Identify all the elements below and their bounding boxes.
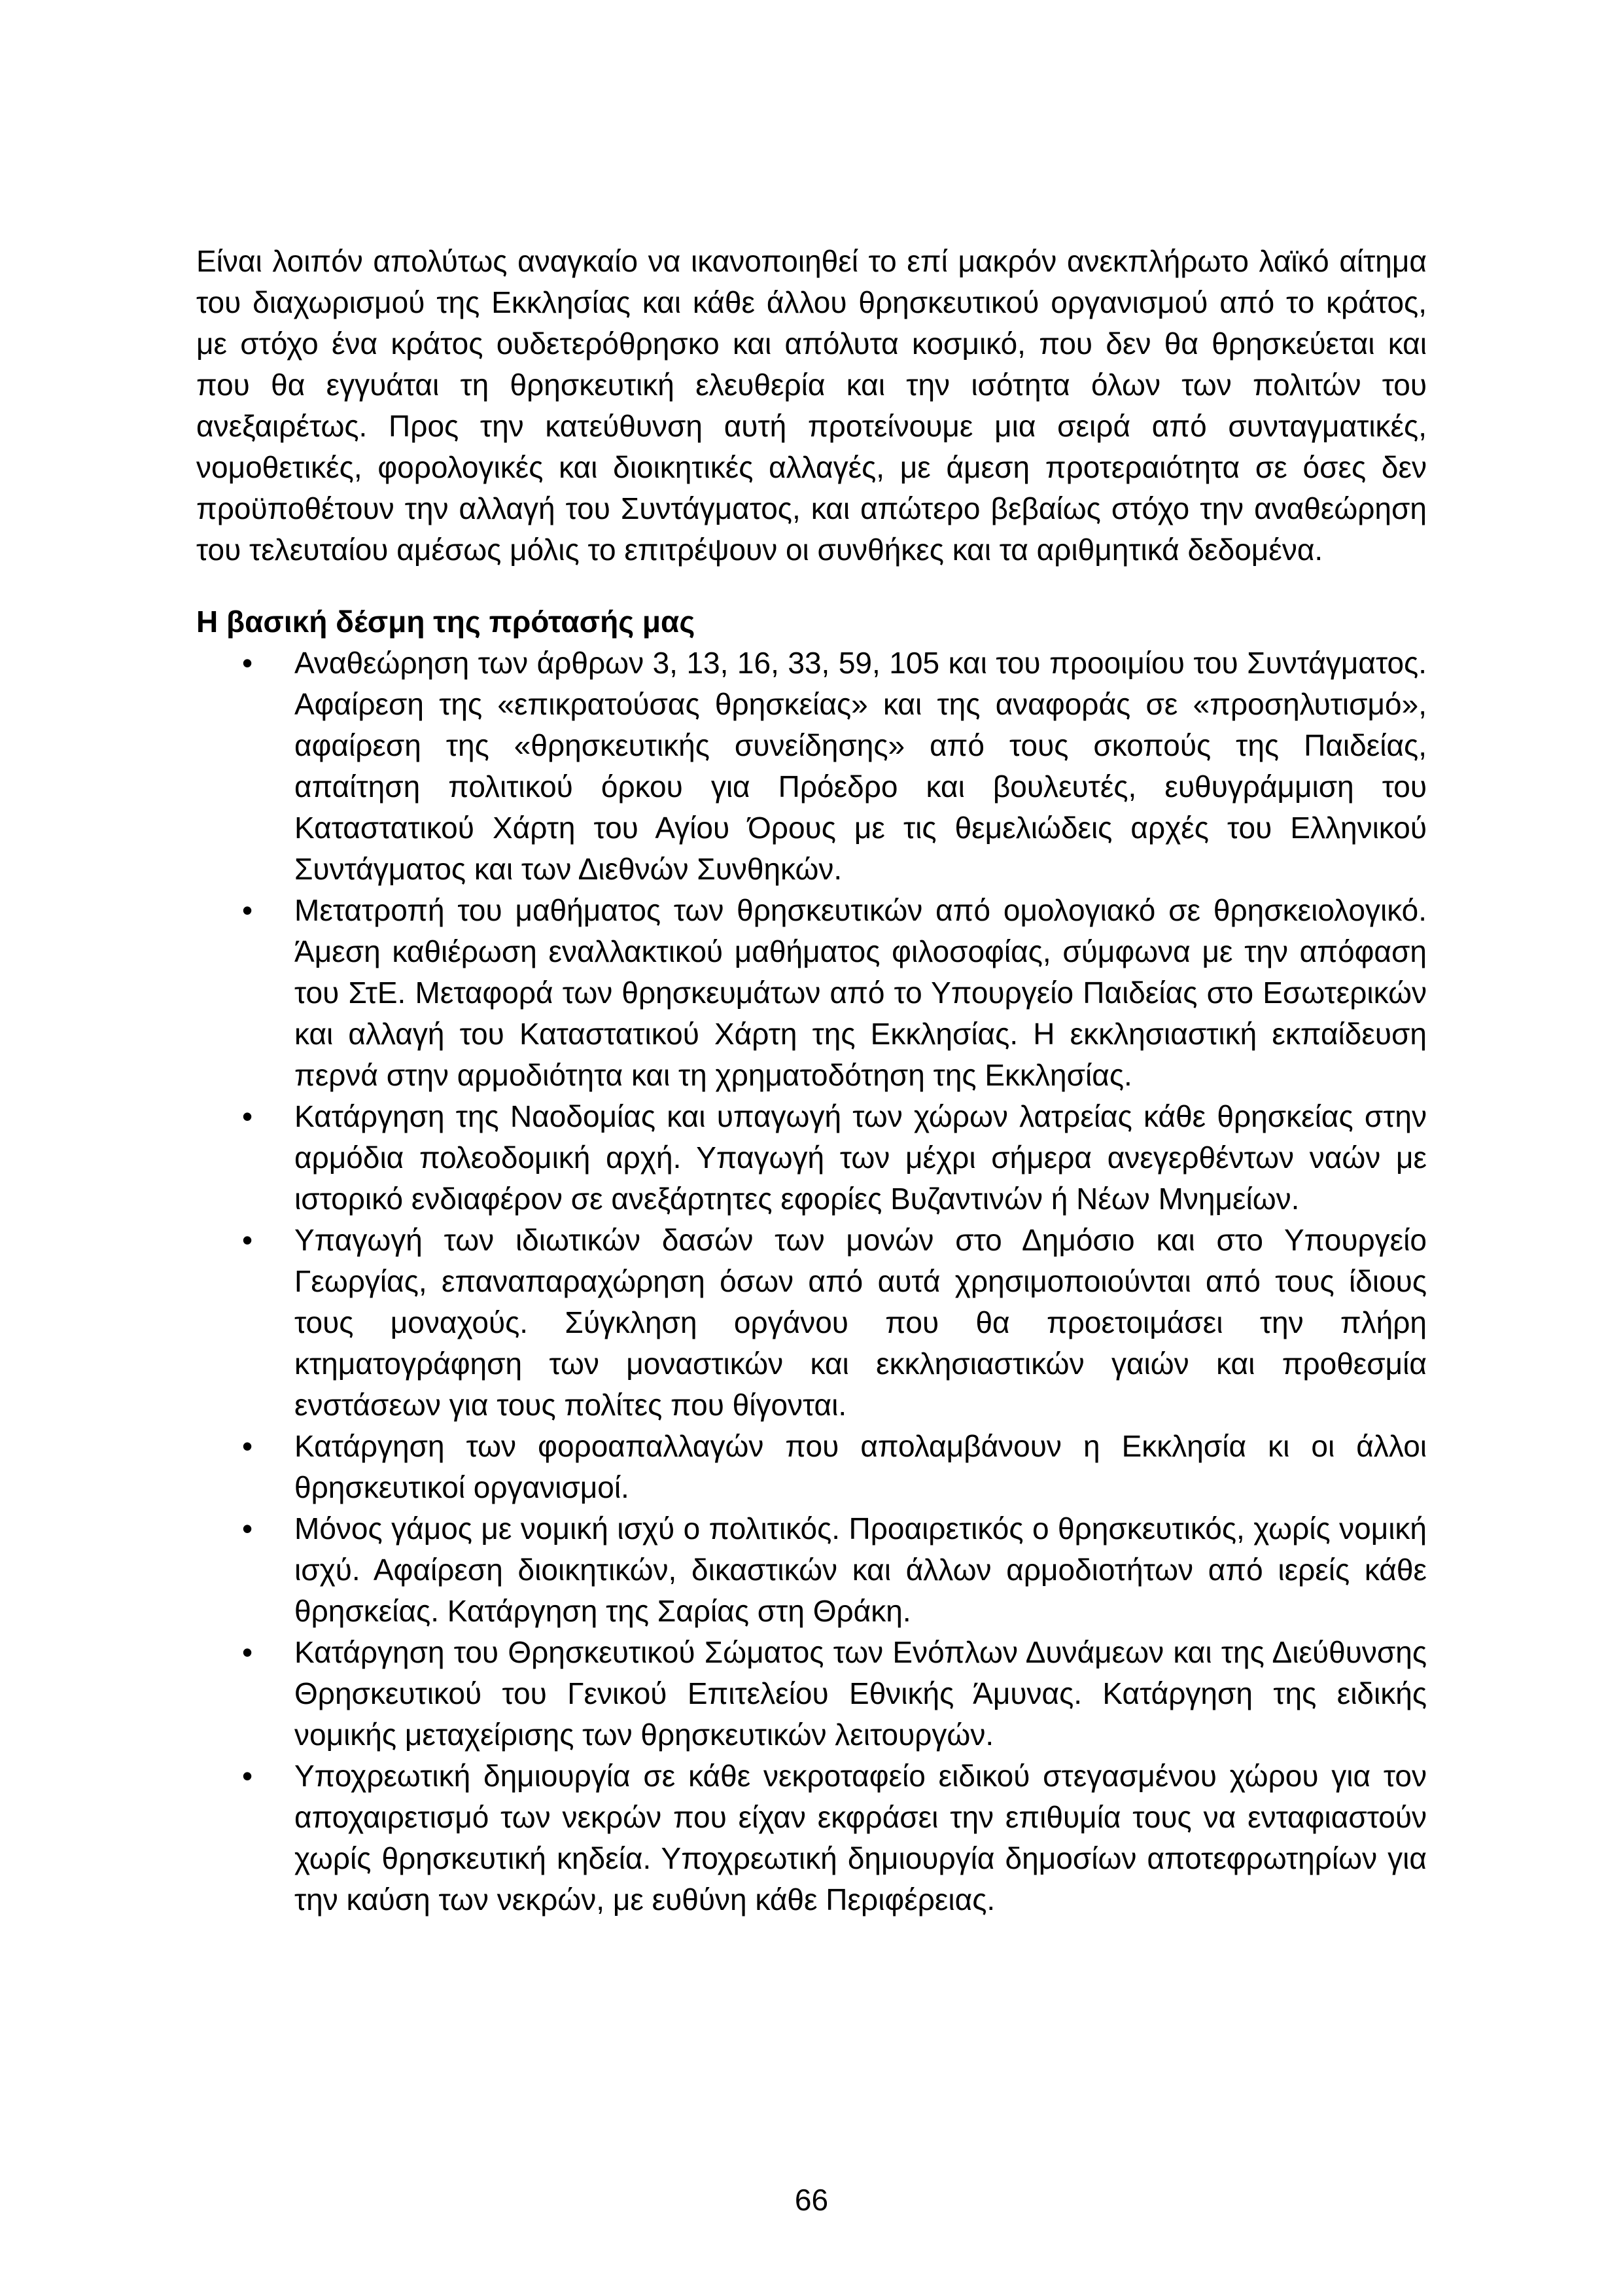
- page-number: 66: [794, 2183, 829, 2217]
- bullet-item: • Υποχρεωτική δημιουργία σε κάθε νεκροταφείο ειδικού στεγασμένου χώρου για τον αποχαιρετισμό των νεκρών που είχαν εκφράσει την επιθυμία τους να ενταφιαστούν χωρίς θρησκευτική κηδεία. Υποχρεωτική δημιουργία δημοσίων αποτεφρωτηρίων για την καύση των νεκρών, με ευθύνη κάθε Περιφέρειας.: [294, 1756, 1427, 1920]
- page-content: [196, 241, 1427, 1920]
- bullet-item: • Κατάργηση της Ναοδομίας και υπαγωγή των χώρων λατρείας κάθε θρησκείας στην αρμόδια πολεοδομική αρχή. Υπαγωγή των μέχρι σήμερα ανεγερθέντων ναών με ιστορικό ενδιαφέρον σε ανεξάρτητες εφορίες Βυζαντινών ή Νέων Μνημείων.: [294, 1096, 1427, 1220]
- proposal-bullet-list: [196, 643, 1427, 1920]
- bullet-item: • Μετατροπή του μαθήματος των θρησκευτικών από ομολογιακό σε θρησκειολογικό. Άμεση καθιέρωση εναλλακτικού μαθήματος φιλοσοφίας, σύμφωνα με την απόφαση του ΣτΕ. Μεταφορά των θρησκευμάτων από το Υπουργείο Παιδείας στο Εσωτερικών και αλλαγή του Καταστατικού Χάρτη της Εκκλησίας. Η εκκλησιαστική εκπαίδευση περνά στην αρμοδιότητα και τη χρηματοδότηση της Εκκλησίας.: [294, 890, 1427, 1096]
- bullet-item: • Μόνος γάμος με νομική ισχύ ο πολιτικός. Προαιρετικός ο θρησκευτικός, χωρίς νομική ισχύ. Αφαίρεση διοικητικών, δικαστικών και άλλων αρμοδιοτήτων από ιερείς κάθε θρησκείας. Κατάργηση της Σαρίας στη Θράκη.: [294, 1508, 1427, 1632]
- section-heading: Η βασική δέσμη της πρότασής μας: [196, 605, 695, 639]
- bullet-item: • Κατάργηση των φοροαπαλλαγών που απολαμβάνουν η Εκκλησία κι οι άλλοι θρησκευτικοί οργανισμοί.: [294, 1426, 1427, 1508]
- intro-paragraph: Είναι λοιπόν απολύτως αναγκαίο να ικανοποιηθεί το επί μακρόν ανεκπλήρωτο λαϊκό αίτημα του διαχωρισμού της Εκκλησίας και κάθε άλλου θρησκευτικού οργανισμού από το κράτος, με στόχο ένα κράτος ουδετερόθρησκο και απόλυτα κοσμικό, που δεν θα θρησκεύεται και που θα εγγυάται τη θρησκευτική ελευθερία και την ισότητα όλων των πολιτών του ανεξαιρέτως. Προς την κατεύθυνση αυτή προτείνουμε μια σειρά από συνταγματικές, νομοθετικές, φορολογικές και διοικητικές αλλαγές, με άμεση προτεραιότητα σε όσες δεν προϋποθέτουν την αλλαγή του Συντάγματος, και απώτερο βεβαίως στόχο την αναθεώρηση του τελευταίου αμέσως μόλις το επιτρέψουν οι συνθήκες και τα αριθμητικά δεδομένα.: [196, 244, 1427, 567]
- bullet-item: • Κατάργηση του Θρησκευτικού Σώματος των Ενόπλων Δυνάμεων και της Διεύθυνσης Θρησκευτικού του Γενικού Επιτελείου Εθνικής Άμυνας. Κατάργηση της ειδικής νομικής μεταχείρισης των θρησκευτικών λειτουργών.: [294, 1632, 1427, 1756]
- bullet-item: • Υπαγωγή των ιδιωτικών δασών των μονών στο Δημόσιο και στο Υπουργείο Γεωργίας, επαναπαραχώρηση όσων από αυτά χρησιμοποιούνται από τους ίδιους τους μοναχούς. Σύγκληση οργάνου που θα προετοιμάσει την πλήρη κτηματογράφηση των μοναστικών και εκκλησιαστικών γαιών και προθεσμία ενστάσεων για τους πολίτες που θίγονται.: [294, 1220, 1427, 1426]
- bullet-item: • Αναθεώρηση των άρθρων 3, 13, 16, 33, 59, 105 και του προοιμίου του Συντάγματος. Αφαίρεση της «επικρατούσας θρησκείας» και της αναφοράς σε «προσηλυτισμό», αφαίρεση της «θρησκευτικής συνείδησης» από τους σκοπούς της Παιδείας, απαίτηση πολιτικού όρκου για Πρόεδρο και βουλευτές, ευθυγράμμιση του Καταστατικού Χάρτη του Αγίου Όρους με τις θεμελιώδεις αρχές του Ελληνικού Συντάγματος και των Διεθνών Συνθηκών.: [294, 643, 1427, 890]
